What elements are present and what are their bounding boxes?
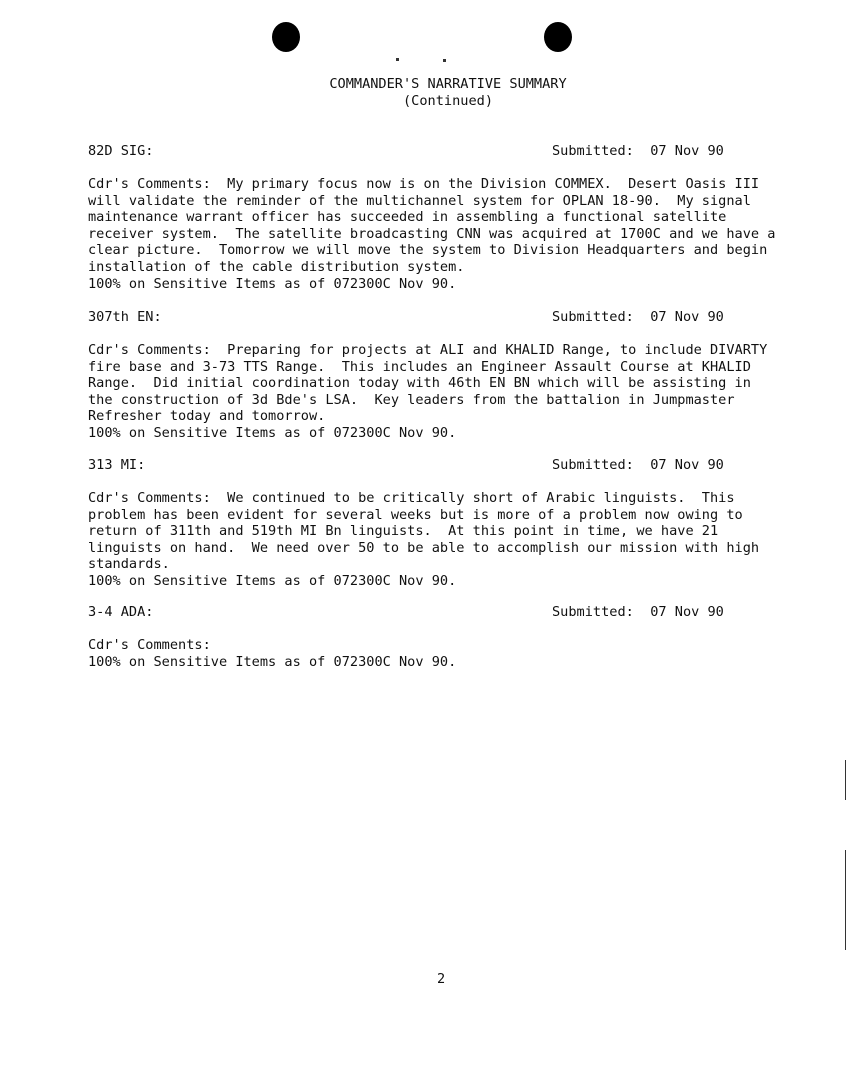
comment-line: Cdr's Comments:	[88, 637, 211, 653]
unit-name: 313 MI:	[88, 457, 146, 473]
comment-line: the construction of 3d Bde's LSA. Key leaders from the battalion in Jumpmaster	[88, 391, 735, 408]
submitted-date: Submitted: 07 Nov 90	[552, 309, 724, 325]
sensitive-items-line: 100% on Sensitive Items as of 072300C Nov 90.	[88, 653, 457, 670]
comment-line: Cdr's Comments: Preparing for projects at ALI and KHALID Range, to include DIVARTY	[88, 342, 768, 358]
scan-speck	[443, 59, 446, 62]
submitted-date: Submitted: 07 Nov 90	[552, 143, 724, 159]
sensitive-items-line: 100% on Sensitive Items as of 072300C Nov 90.	[88, 424, 457, 441]
comments	[88, 637, 456, 670]
page-number: 2	[437, 971, 446, 987]
comments	[88, 342, 767, 442]
sensitive-items-line: 100% on Sensitive Items as of 072300C Nov 90.	[88, 572, 457, 589]
unit-name: 3-4 ADA:	[88, 604, 154, 620]
comment-line: standards.	[88, 556, 170, 573]
comment-line: linguists on hand. We need over 50 to be able to accomplish our mission with high	[88, 539, 760, 556]
comment-line: installation of the cable distribution system.	[88, 258, 465, 275]
comment-line: fire base and 3-73 TTS Range. This includes an Engineer Assault Course at KHALID	[88, 358, 751, 375]
comment-line: Cdr's Comments: My primary focus now is on the Division COMMEX. Desert Oasis III	[88, 176, 760, 192]
sensitive-items-line: 100% on Sensitive Items as of 072300C Nov 90.	[88, 275, 457, 292]
comment-line: Cdr's Comments: We continued to be critically short of Arabic linguists. This	[88, 490, 735, 506]
unit-name: 307th EN:	[88, 309, 162, 325]
scan-edge-mark	[845, 760, 846, 800]
page-subtitle: (Continued)	[402, 93, 494, 109]
comment-line: maintenance warrant officer has succeeded in assembling a functional satellite	[88, 209, 727, 226]
comment-line: return of 311th and 519th MI Bn linguists. At this point in time, we have 21	[88, 523, 719, 540]
scan-edge-mark	[845, 850, 846, 950]
submitted-date: Submitted: 07 Nov 90	[552, 604, 724, 620]
comment-line: will validate the reminder of the multichannel system for OPLAN 18-90. My signal	[88, 192, 751, 209]
comment-line: Range. Did initial coordination today with 46th EN BN which will be assisting in	[88, 375, 751, 392]
unit-name: 82D SIG:	[88, 143, 154, 159]
submitted-date: Submitted: 07 Nov 90	[552, 457, 724, 473]
comment-line: receiver system. The satellite broadcasting CNN was acquired at 1700C and we have a	[88, 225, 776, 242]
page-title: COMMANDER'S NARRATIVE SUMMARY	[329, 76, 567, 92]
comments	[88, 490, 759, 590]
comment-line: Refresher today and tomorrow.	[88, 408, 326, 425]
comment-line: problem has been evident for several weeks but is more of a problem now owing to	[88, 506, 743, 523]
comments	[88, 176, 775, 292]
scan-speck	[396, 58, 399, 61]
punch-hole-right	[544, 22, 572, 52]
punch-hole-left	[272, 22, 300, 52]
comment-line: clear picture. Tomorrow we will move the system to Division Headquarters and begin	[88, 242, 768, 259]
